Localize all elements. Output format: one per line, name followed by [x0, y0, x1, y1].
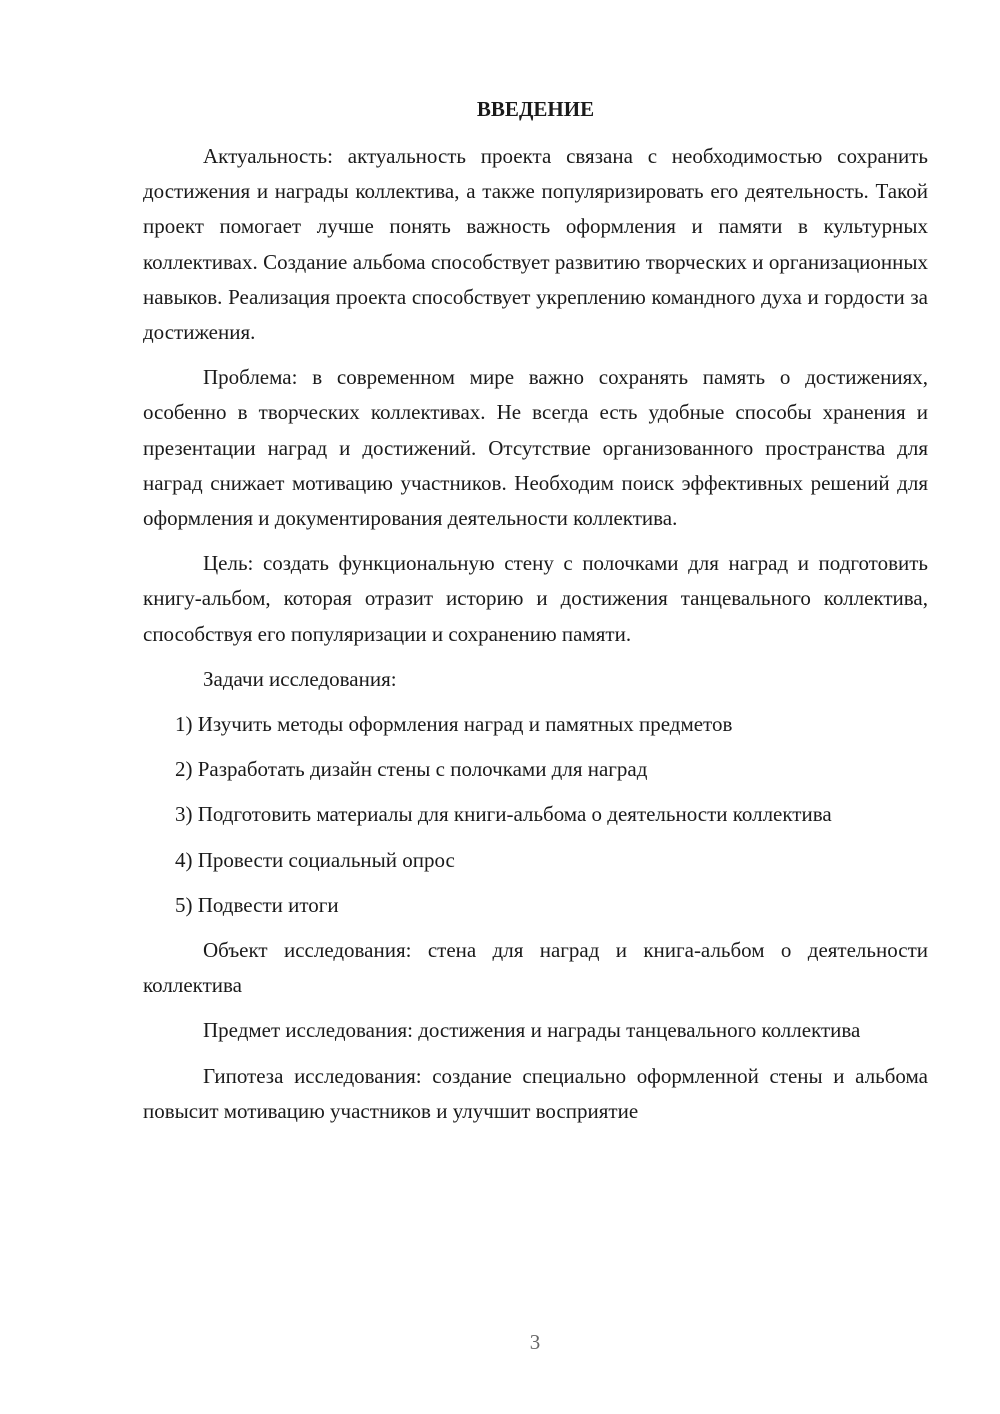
page-title: ВВЕДЕНИЕ — [476, 97, 595, 121]
paragraph-relevance: Актуальность: актуальность проекта связана с необходимостью сохранить достижения и награды коллектива, а также популяризировать его деятельность. Такой проект помогает лучше понять важность оформления и памяти в культурных коллективах. Создание альбома способствует развитию творческих и организационных навыков. Реализация проекта способствует укреплению командного духа и гордости за достижения. — [143, 144, 928, 345]
tasks-heading: Задачи исследования: — [203, 666, 397, 691]
task-item: 5) Подвести итоги — [175, 892, 339, 917]
paragraph-problem: Проблема: в современном мире важно сохранять память о достижениях, особенно в творческих коллективах. Не всегда есть удобные способы хранения и презентации наград и достижений. Отсутствие организованного пространства для наград снижает мотивацию участников. Необходим поиск эффективных решений для оформления и документирования деятельности коллектива. — [143, 365, 928, 531]
task-item: 4) Провести социальный опрос — [175, 847, 455, 872]
task-item: 2) Разработать дизайн стены с полочками для наград — [175, 757, 648, 782]
task-item: 3) Подготовить материалы для книги-альбома о деятельности коллектива — [175, 802, 832, 827]
paragraph-hypothesis: Гипотеза исследования: создание специально оформленной стены и альбома повысит мотивацию участников и улучшит восприятие — [143, 1063, 928, 1123]
page-number: 3 — [529, 1330, 541, 1354]
paragraph-subject: Предмет исследования: достижения и награды танцевального коллектива — [203, 1018, 861, 1043]
document-page — [143, 92, 928, 1139]
task-item: 1) Изучить методы оформления наград и памятных предметов — [175, 712, 733, 737]
paragraph-object: Объект исследования: стена для наград и книга-альбом о деятельности коллектива — [143, 938, 928, 998]
paragraph-goal: Цель: создать функциональную стену с полочками для наград и подготовить книгу-альбом, которая отразит историю и достижения танцевального коллектива, способствуя его популяризации и сохранению памяти. — [143, 551, 928, 646]
